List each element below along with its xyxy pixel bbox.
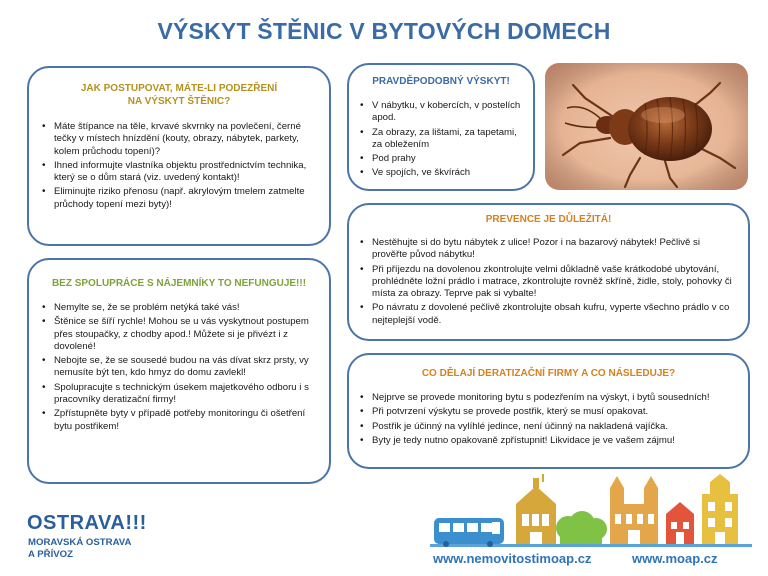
- list-item: • Ve spojích, ve škvírách: [359, 167, 525, 179]
- likely-occurrence-list: [359, 100, 525, 180]
- ostrava-logo: OSTRAVA!!!: [27, 512, 147, 534]
- website-link-nemovitosti[interactable]: www.nemovitostimoap.cz: [433, 551, 592, 566]
- pest-control-list: [359, 392, 736, 447]
- city-skyline-icon: [430, 474, 752, 550]
- list-item: • Zpřístupněte byty v případě potřeby monitoringu či ošetření bytu postřikem!: [41, 408, 315, 433]
- cooperation-list: [41, 302, 315, 433]
- box-likely-occurrence-heading: PRAVDĚPODOBNÝ VÝSKYT!: [372, 76, 510, 87]
- box-cooperation: [27, 258, 331, 484]
- box-cooperation-heading: BEZ SPOLUPRÁCE S NÁJEMNÍKY TO NEFUNGUJE!!!: [51, 278, 307, 289]
- list-item: • Eliminujte riziko přenosu (např. akrylovým tmelem zatmelte průchody topení mezi byty)!: [41, 186, 313, 211]
- list-item: • Spolupracujte s technickým úsekem majetkového odboru i s pracovníky deratizační firmy!: [41, 382, 315, 407]
- list-item: • Za obrazy, za lištami, za tapetami, za obležením: [359, 127, 525, 152]
- bed-bug-icon: [545, 63, 748, 190]
- box-prevention-heading: PREVENCE JE DŮLEŽITÁ!: [485, 214, 612, 225]
- list-item: • Nebojte se, že se sousedé budou na vás dívat skrz prsty, vy nemusíte být ten, kdo hmyz do domu zavlekl!: [41, 355, 315, 380]
- box-how-to-proceed: [27, 66, 331, 246]
- list-item: • Byty je tedy nutno opakovaně zpřístupnit! Likvidace je ve vašem zájmu!: [359, 435, 736, 447]
- list-item: • Nestěhujte si do bytu nábytek z ulice! Pozor i na bazarový nábytek! Pečlivě si prověřte původ nábytku!: [359, 237, 736, 262]
- box-how-to-proceed-heading: JAK POSTUPOVAT, MÁTE-LI PODEZŘENÍ NA VÝSKYT ŠTĚNIC?: [80, 83, 278, 107]
- list-item: • Pod prahy: [359, 153, 525, 165]
- list-item: • Při příjezdu na dovolenou zkontrolujte velmi důkladně vaše krátkodobé ubytování, prohlédněte ložní prádlo i matrace, zkontrolujte rovněž skříně, židle, stoly, pohovky či místa za obrazy. Teprve pak si vybalte!: [359, 264, 736, 301]
- box-likely-occurrence: [347, 63, 535, 191]
- list-item: • Ihned informujte vlastníka objektu prostřednictvím technika, který se o dům stará (viz. uvedený kontakt)!: [41, 160, 313, 185]
- list-item: • Při potvrzení výskytu se provede postřik, který se musí opakovat.: [359, 406, 736, 418]
- list-item: • Máte štípance na těle, krvavé skvrnky na povlečení, černé tečky v místech hnízdění (kouty, obrazy, nábytek, parkety, kolem průchodu topení)?: [41, 121, 313, 158]
- list-item: • Postřik je účinný na vylíhlé jedince, není účinný na nakladená vajíčka.: [359, 421, 736, 433]
- how-to-proceed-list: [41, 121, 313, 211]
- box-pest-control: [347, 353, 750, 469]
- bed-bug-photo: [545, 63, 748, 190]
- list-item: • Nejprve se provede monitoring bytu s podezřením na výskyt, i bytů sousedních!: [359, 392, 736, 404]
- box-pest-control-heading: CO DĚLAJÍ DERATIZAČNÍ FIRMY A CO NÁSLEDUJE?: [421, 368, 676, 379]
- list-item: • Nemylte se, že se problém netýká také vás!: [41, 302, 315, 314]
- prevention-list: [359, 237, 736, 327]
- page-title: VÝSKYT ŠTĚNIC V BYTOVÝCH DOMECH: [157, 18, 611, 44]
- district-name: MORAVSKÁ OSTRAVA A PŘÍVOZ: [28, 537, 132, 560]
- list-item: • V nábytku, v kobercích, v postelích apod.: [359, 100, 525, 125]
- list-item: • Štěnice se šíří rychle! Mohou se u vás vyskytnout postupem přes stoupačky, z chodby apod.! Můžete si je přivézt i z dovolené!: [41, 316, 315, 353]
- box-prevention: [347, 203, 750, 341]
- list-item: • Po návratu z dovolené pečlivě zkontrolujte obsah kufru, vyperte všechno prádlo v co nejteplejší vodě.: [359, 302, 736, 327]
- tram-icon: [434, 518, 504, 547]
- website-link-moap[interactable]: www.moap.cz: [632, 551, 718, 566]
